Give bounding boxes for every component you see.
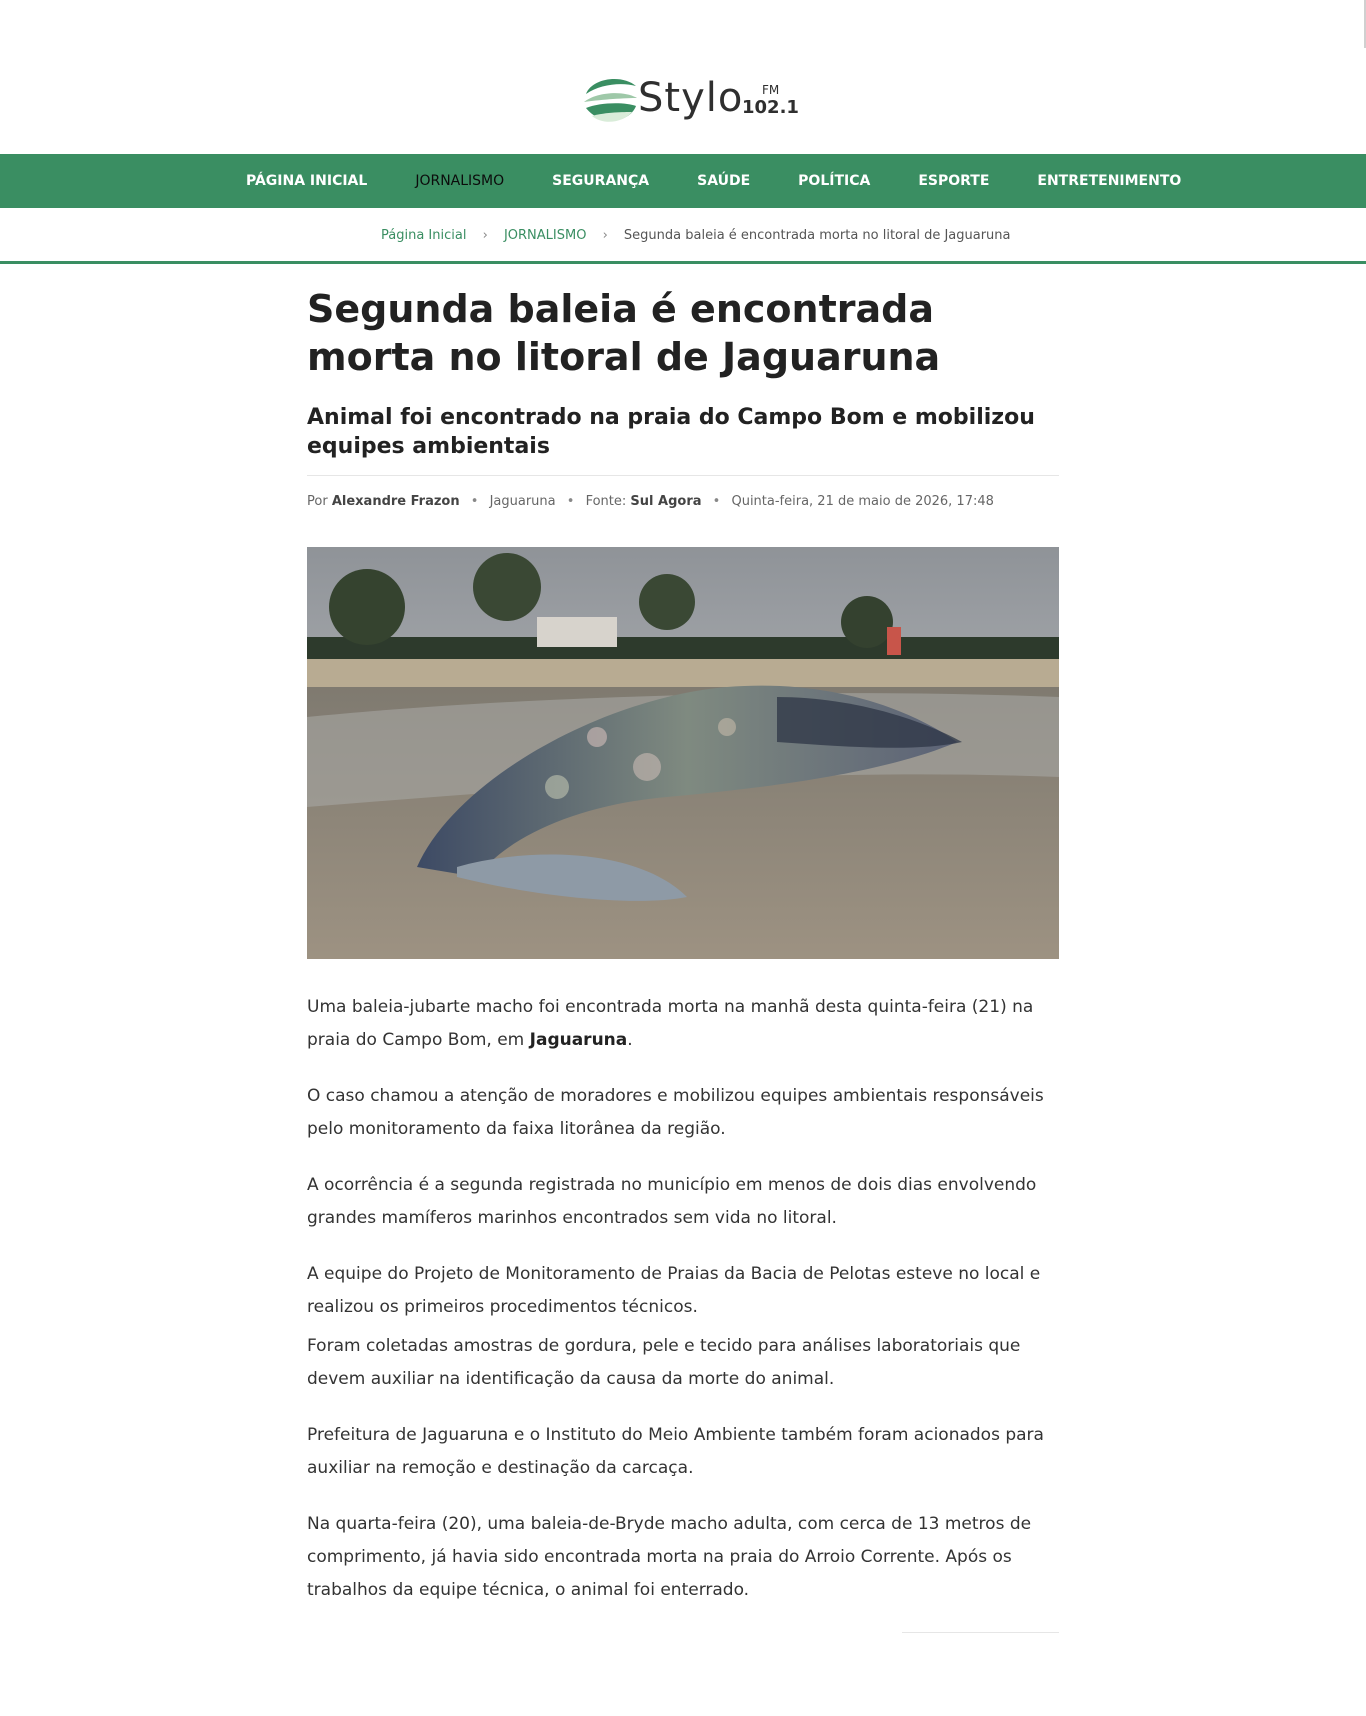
location-link[interactable]: Jaguaruna	[529, 1030, 628, 1050]
article-paragraph: A equipe do Projeto de Monitoramento de Praias da Bacia de Pelotas esteve no local e realizou os primeiros procedimentos técnicos.	[307, 1264, 1041, 1317]
article-paragraph: Prefeitura de Jaguaruna e o Instituto do Meio Ambiente também foram acionados para auxiliar na remoção e destinação da carcaça.	[307, 1425, 1044, 1478]
stylo-logo-icon	[582, 72, 638, 128]
article-photo	[307, 547, 1059, 959]
logo-band: FM	[762, 83, 780, 97]
nav-item-jornalismo[interactable]: JORNALISMO	[415, 173, 505, 189]
breadcrumb-separator: ›	[602, 228, 608, 243]
meta-source: Sul Agora	[630, 494, 702, 509]
breadcrumb	[381, 228, 1011, 243]
article-paragraph	[307, 991, 1059, 1057]
nav-item-seguranca[interactable]: SEGURANÇA	[552, 173, 650, 189]
article-paragraph: O caso chamou a atenção de moradores e mobilizou equipes ambientais responsáveis pelo monitoramento da faixa litorânea da região.	[307, 1086, 1044, 1139]
meta-date: Quinta-feira, 21 de maio de 2026, 17:48	[731, 494, 994, 509]
nav-item-pagina-inicial[interactable]: PÁGINA INICIAL	[246, 173, 368, 189]
nav-item-politica[interactable]: POLÍTICA	[798, 173, 871, 189]
logo-wordmark: Stylo	[638, 75, 744, 121]
nav-item-entretenimento[interactable]: ENTRETENIMENTO	[1037, 173, 1182, 189]
paragraph-text-end: .	[627, 1030, 633, 1050]
article-end-divider	[902, 1632, 1059, 1633]
article-paragraph: A ocorrência é a segunda registrada no município em menos de dois dias envolvendo grandes mamíferos marinhos encontrados sem vida no litoral.	[307, 1175, 1037, 1228]
breadcrumb-current: Segunda baleia é encontrada morta no litoral de Jaguaruna	[623, 228, 1011, 243]
article-meta	[307, 494, 1059, 509]
meta-source-label: Fonte:	[585, 494, 627, 509]
logo-frequency: 102.1	[742, 97, 799, 118]
article-paragraph: Foram coletadas amostras de gordura, pele e tecido para análises laboratoriais que devem auxiliar na identificação da causa da morte do animal.	[307, 1336, 1021, 1389]
paragraph-text: Uma baleia-jubarte macho foi encontrada morta na manhã desta quinta-feira (21) na praia do Campo Bom, em	[307, 997, 1034, 1050]
site-header	[0, 0, 1366, 154]
meta-author[interactable]: Alexandre Frazon	[331, 494, 460, 509]
breadcrumb-home-link[interactable]: Página Inicial	[381, 228, 467, 243]
nav-item-saude[interactable]: SAÚDE	[697, 173, 751, 189]
article-subtitle: Animal foi encontrado na praia do Campo Bom e mobilizou equipes ambientais	[307, 403, 1059, 476]
nav-item-esporte[interactable]: ESPORTE	[918, 173, 990, 189]
article-paragraph: Na quarta-feira (20), uma baleia-de-Bryde macho adulta, com cerca de 13 metros de comprimento, já havia sido encontrada morta na praia do Arroio Corrente. Após os trabalhos da equipe técnica, o animal foi enterrado.	[307, 1514, 1032, 1600]
article-title: Segunda baleia é encontrada morta no litoral de Jaguaruna	[307, 287, 941, 379]
breadcrumb-separator: ›	[482, 228, 488, 243]
breadcrumb-section-link[interactable]: JORNALISMO	[503, 228, 587, 243]
main-nav	[0, 154, 1366, 208]
meta-dot: •	[712, 494, 721, 509]
meta-by-label: Por	[307, 494, 328, 509]
site-logo[interactable]	[582, 70, 799, 132]
meta-dot: •	[470, 494, 479, 509]
meta-dot: •	[566, 494, 575, 509]
article	[307, 285, 1059, 1630]
meta-location: Jaguaruna	[489, 494, 556, 509]
breadcrumb-bar	[0, 208, 1366, 264]
article-body	[307, 991, 1059, 1607]
